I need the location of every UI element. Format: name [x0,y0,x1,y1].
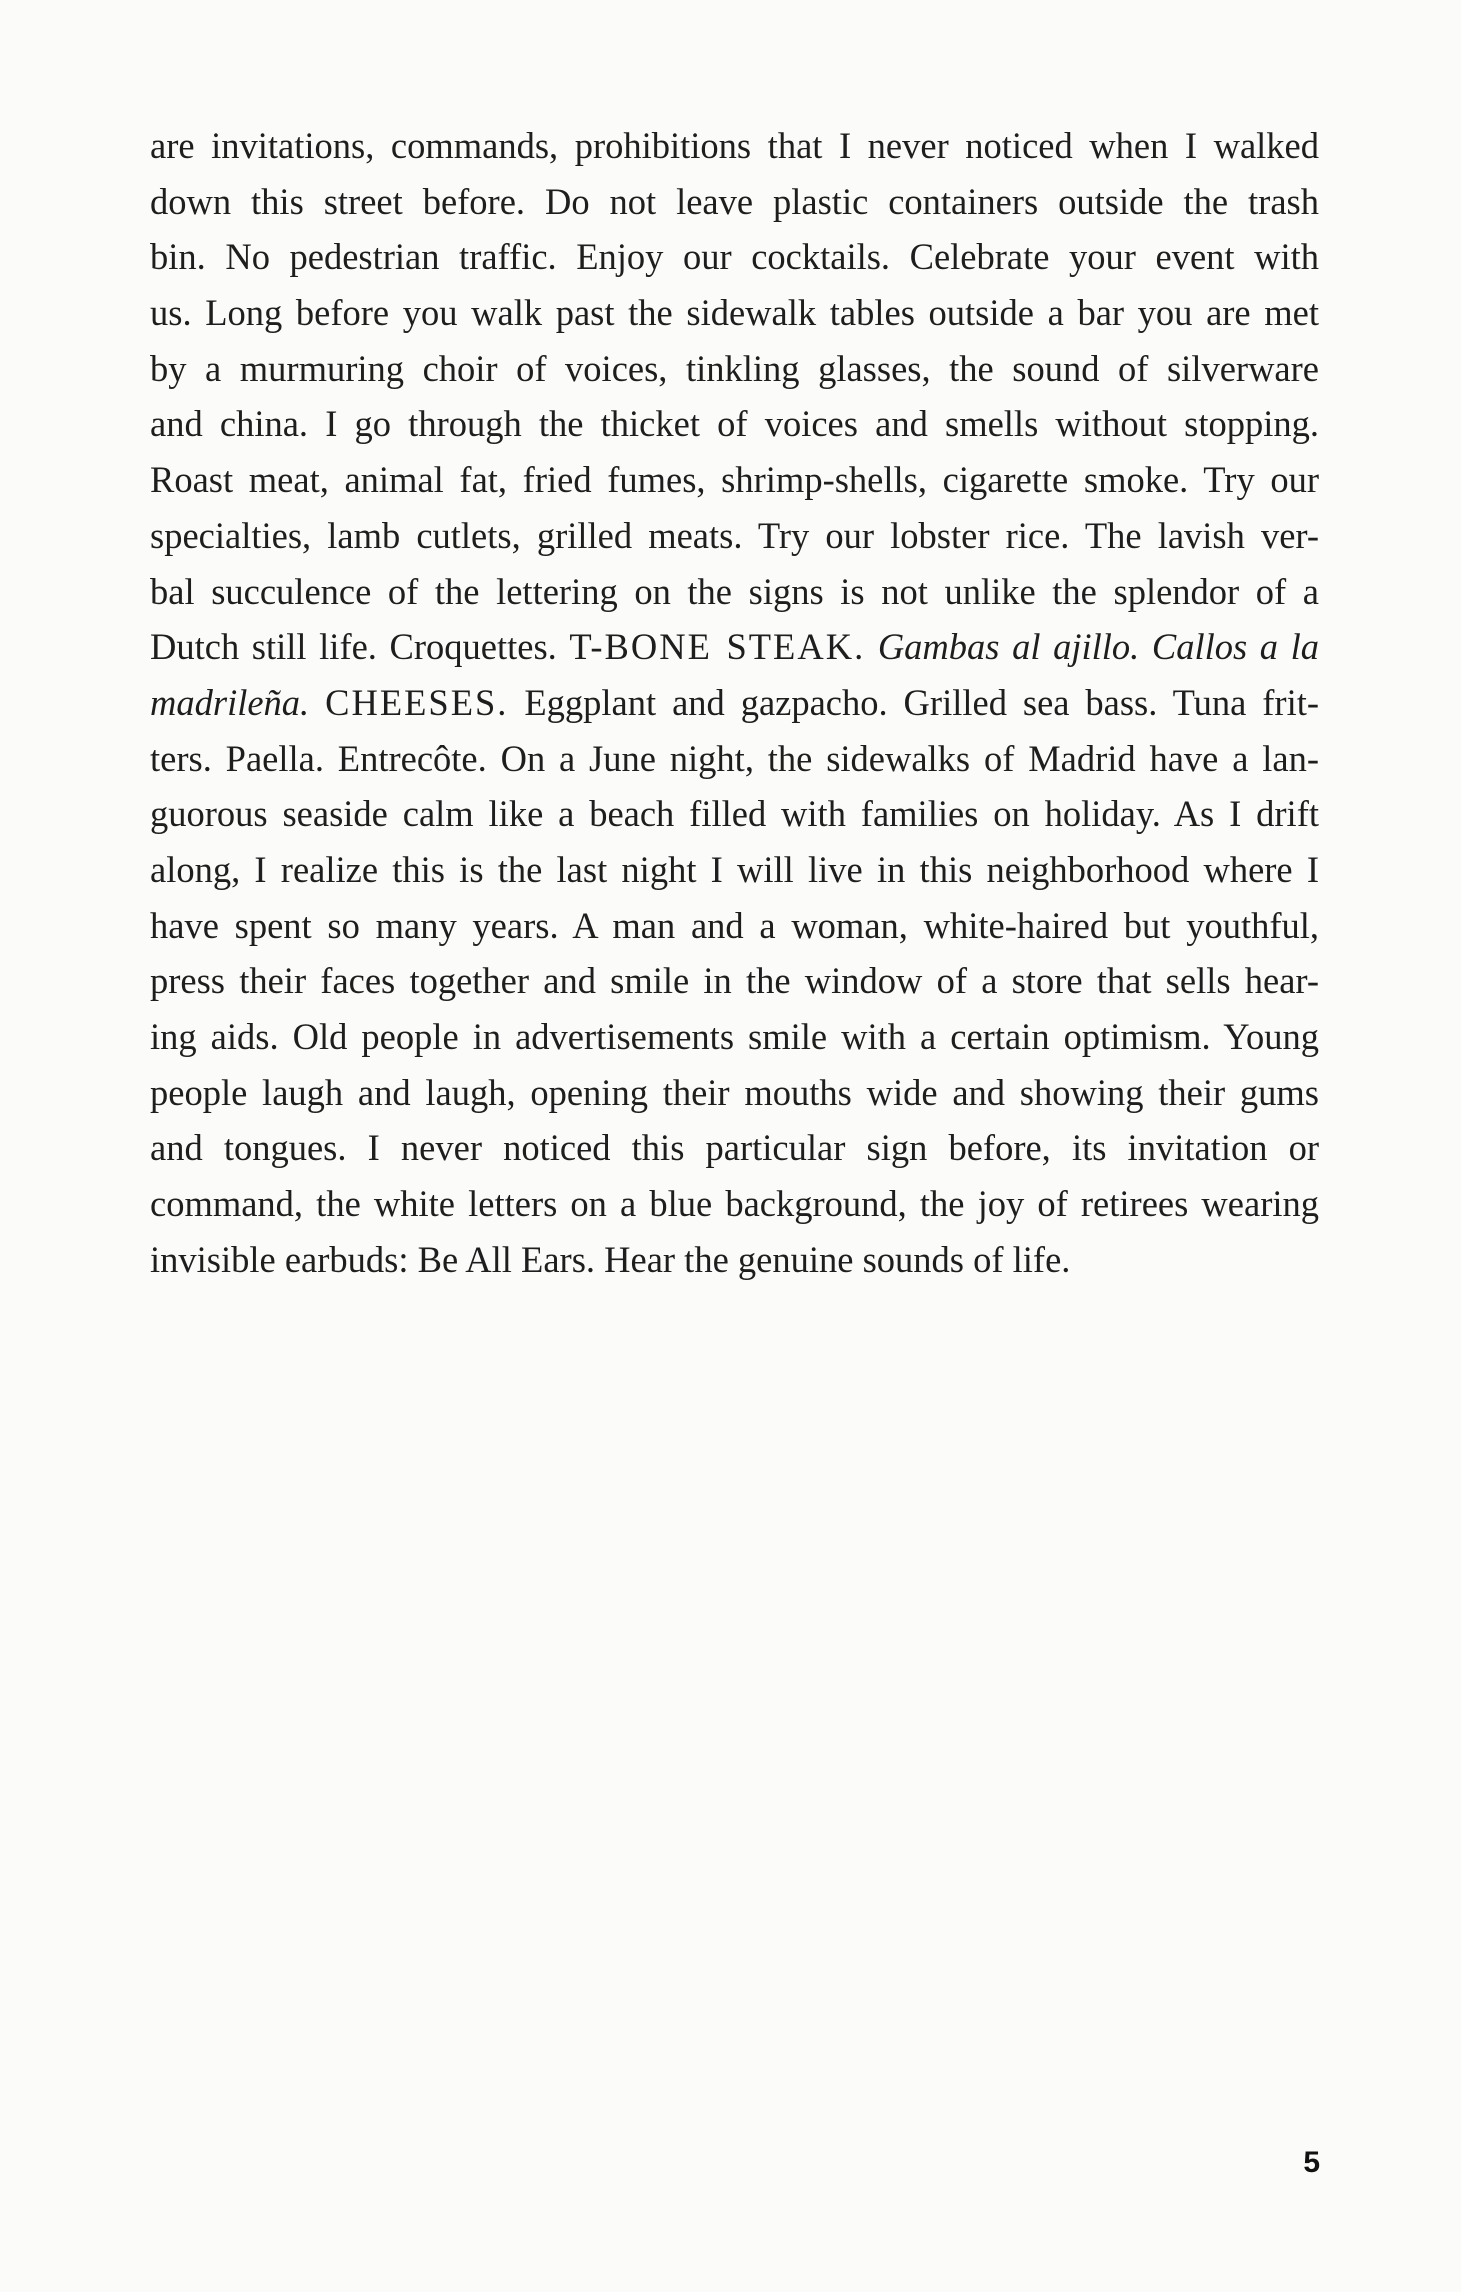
text-line: bal succulence of the lettering on the signs is not unlike the splendor of a [150,570,1319,612]
text-line: ters. Paella. Entrecôte. On a June night, the sidewalks of Madrid have a lan- [150,737,1319,779]
text-line: along, I realize this is the last night I will live in this neighborhood where I [150,848,1319,890]
page-number: 5 [1303,2146,1320,2179]
text-line: us. Long before you walk past the sidewalk tables outside a bar you are met [150,292,1319,334]
text-run: Eggplant and gazpacho. Grilled sea bass. Tuna frit- [524,681,1320,723]
small-caps-run: T-BONE STEAK. [569,626,866,668]
text-line: bin. No pedestrian traffic. Enjoy our cocktails. Celebrate your event with [150,236,1319,278]
text-line: guorous seaside calm like a beach filled with families on holiday. As I drift [150,793,1319,835]
text-line: and china. I go through the thicket of voices and smells without stopping. [150,403,1319,445]
text-line: Roast meat, animal fat, fried fumes, shrimp-shells, cigarette smoke. Try our [150,459,1319,501]
text-line: are invitations, commands, prohibitions that I never noticed when I walked [150,125,1319,166]
italic-run: Gambas al ajillo. Callos a la [877,626,1320,668]
body-text [150,118,1319,1287]
text-line: people laugh and laugh, opening their mouths wide and showing their gums [150,1071,1319,1113]
small-caps-run: CHEESES. [325,681,509,723]
text-line: specialties, lamb cutlets, grilled meats. Try our lobster rice. The lavish ver- [150,514,1319,556]
text-line: by a murmuring choir of voices, tinkling glasses, the sound of silverware [150,347,1319,389]
text-line: have spent so many years. A man and a woman, white-haired but youthful, [150,904,1319,946]
text-line: ing aids. Old people in advertisements smile with a certain optimism. Young [150,1016,1319,1057]
text-line: invisible earbuds: Be All Ears. Hear the genuine sounds of life. [150,1238,1071,1280]
text-line: press their faces together and smile in the window of a store that sells hear- [150,960,1319,1002]
italic-run: madrileña. [150,681,310,723]
text-line: and tongues. I never noticed this particular sign before, its invitation or [150,1127,1319,1169]
text-line [150,675,1319,731]
text-line [150,619,1319,675]
text-line: command, the white letters on a blue background, the joy of retirees wearing [150,1183,1319,1225]
text-line: down this street before. Do not leave plastic containers outside the trash [150,180,1319,222]
text-run: Dutch still life. Croquettes. [150,626,557,668]
